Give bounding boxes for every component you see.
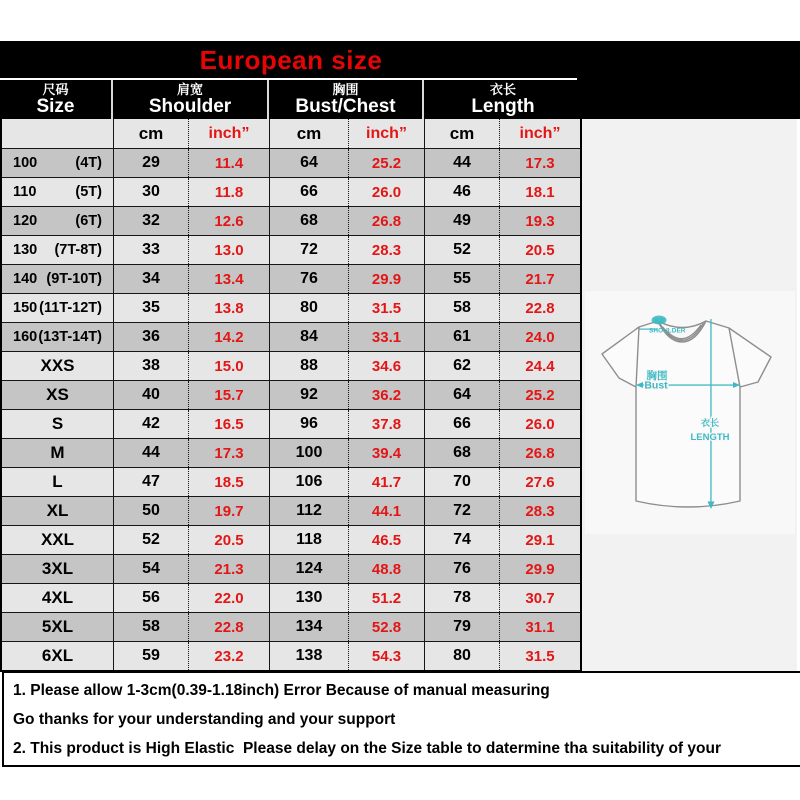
table-row <box>2 148 580 177</box>
size-cell <box>2 236 113 264</box>
tshirt-diagram <box>582 119 797 672</box>
bust-inch-cell: 51.2 <box>348 584 424 612</box>
size-number: 110 <box>13 184 37 200</box>
group-header-shoulder-zh: 肩宽 <box>176 82 203 97</box>
shoulder-cm-cell: 59 <box>113 642 188 670</box>
length-inch-cell: 28.3 <box>499 497 580 525</box>
bust-inch-cell: 28.3 <box>348 236 424 264</box>
group-header-bust-en: Bust/Chest <box>295 96 396 117</box>
shoulder-inch-cell: 13.0 <box>188 236 269 264</box>
bust-inch-cell: 54.3 <box>348 642 424 670</box>
group-header-shoulder <box>111 80 267 119</box>
shoulder-cm-cell: 38 <box>113 352 188 380</box>
shoulder-inch-cell: 22.8 <box>188 613 269 641</box>
page-title: European size <box>199 45 383 75</box>
bust-inch-cell: 34.6 <box>348 352 424 380</box>
size-cell <box>2 323 113 351</box>
length-inch-cell: 26.8 <box>499 439 580 467</box>
length-cm-cell: 74 <box>424 526 499 554</box>
unit-header-cm: cm <box>424 119 499 148</box>
shoulder-inch-cell: 11.8 <box>188 178 269 206</box>
length-cm-cell: 58 <box>424 294 499 322</box>
size-cell: XL <box>46 501 69 520</box>
shoulder-cm-cell: 58 <box>113 613 188 641</box>
length-cm-cell: 61 <box>424 323 499 351</box>
length-inch-cell: 24.4 <box>499 352 580 380</box>
notes-box <box>2 671 800 767</box>
bust-inch-cell: 37.8 <box>348 410 424 438</box>
length-inch-cell: 20.5 <box>499 236 580 264</box>
size-cell: 5XL <box>41 617 74 636</box>
header-band <box>0 41 800 119</box>
unit-header-inch: inch” <box>499 119 580 148</box>
size-cell: XS <box>46 385 69 404</box>
size-age-tag: (7T-8T) <box>54 242 102 258</box>
shoulder-inch-cell: 15.7 <box>188 381 269 409</box>
shoulder-cm-cell: 33 <box>113 236 188 264</box>
length-cm-cell: 46 <box>424 178 499 206</box>
table-row <box>2 438 580 467</box>
size-cell <box>2 265 113 293</box>
bust-inch-cell: 31.5 <box>348 294 424 322</box>
length-inch-cell: 19.3 <box>499 207 580 235</box>
size-cell <box>2 207 113 235</box>
bust-cm-cell: 92 <box>269 381 348 409</box>
size-age-tag: (4T) <box>75 155 102 171</box>
length-inch-cell: 30.7 <box>499 584 580 612</box>
length-cm-cell: 68 <box>424 439 499 467</box>
group-header-length <box>422 80 582 119</box>
length-inch-cell: 18.1 <box>499 178 580 206</box>
group-header-shoulder-en: Shoulder <box>148 96 232 117</box>
bust-cm-cell: 80 <box>269 294 348 322</box>
table-row <box>2 641 580 670</box>
bust-inch-cell: 26.8 <box>348 207 424 235</box>
size-age-tag: (11T-12T) <box>39 300 102 316</box>
bust-inch-cell: 33.1 <box>348 323 424 351</box>
size-cell <box>2 178 113 206</box>
shoulder-cm-cell: 44 <box>113 439 188 467</box>
length-cm-cell: 66 <box>424 410 499 438</box>
length-inch-cell: 29.9 <box>499 555 580 583</box>
bust-cm-cell: 130 <box>269 584 348 612</box>
unit-header-empty <box>2 119 113 148</box>
size-cell: XXS <box>40 356 75 375</box>
bust-cm-cell: 106 <box>269 468 348 496</box>
group-header-size-zh: 尺码 <box>42 82 69 97</box>
shoulder-cm-cell: 36 <box>113 323 188 351</box>
length-inch-cell: 22.8 <box>499 294 580 322</box>
group-header-bust <box>267 80 422 119</box>
bust-inch-cell: 52.8 <box>348 613 424 641</box>
table-row <box>2 525 580 554</box>
shoulder-inch-cell: 13.8 <box>188 294 269 322</box>
shoulder-cm-cell: 54 <box>113 555 188 583</box>
size-cell: S <box>51 414 64 433</box>
bust-cm-cell: 84 <box>269 323 348 351</box>
length-inch-cell: 17.3 <box>499 149 580 177</box>
shoulder-cm-cell: 30 <box>113 178 188 206</box>
size-number: 120 <box>13 213 38 229</box>
shoulder-inch-cell: 22.0 <box>188 584 269 612</box>
size-age-tag: (13T-14T) <box>38 329 102 345</box>
table-row <box>2 235 580 264</box>
size-age-tag: (6T) <box>75 213 102 229</box>
bust-cm-cell: 68 <box>269 207 348 235</box>
length-inch-cell: 31.1 <box>499 613 580 641</box>
size-cell: M <box>50 443 65 462</box>
size-cell: XXL <box>40 530 75 549</box>
size-cell <box>2 294 113 322</box>
size-cell <box>2 149 113 177</box>
length-inch-cell: 31.5 <box>499 642 580 670</box>
length-line <box>710 319 711 505</box>
shoulder-cm-cell: 32 <box>113 207 188 235</box>
bust-cm-cell: 64 <box>269 149 348 177</box>
shoulder-inch-cell: 13.4 <box>188 265 269 293</box>
length-cm-cell: 72 <box>424 497 499 525</box>
length-cm-cell: 78 <box>424 584 499 612</box>
shoulder-inch-cell: 14.2 <box>188 323 269 351</box>
size-number: 140 <box>13 271 38 287</box>
table-row <box>2 554 580 583</box>
unit-header-row <box>2 119 580 148</box>
note-measuring-error: 1. Please allow 1-3cm(0.39-1.18inch) Error Because of manual measuring <box>13 682 550 699</box>
bust-cm-cell: 124 <box>269 555 348 583</box>
size-cell: 4XL <box>41 588 74 607</box>
bust-cm-cell: 118 <box>269 526 348 554</box>
length-label-en: LENGTH <box>690 432 730 443</box>
shoulder-inch-cell: 12.6 <box>188 207 269 235</box>
length-inch-cell: 24.0 <box>499 323 580 351</box>
shoulder-cm-cell: 29 <box>113 149 188 177</box>
shoulder-cm-cell: 35 <box>113 294 188 322</box>
unit-header-cm: cm <box>113 119 188 148</box>
shoulder-cm-cell: 40 <box>113 381 188 409</box>
size-age-tag: (9T-10T) <box>46 271 102 287</box>
bust-cm-cell: 96 <box>269 410 348 438</box>
bust-inch-cell: 44.1 <box>348 497 424 525</box>
table-row <box>2 583 580 612</box>
bust-cm-cell: 100 <box>269 439 348 467</box>
shoulder-cm-cell: 34 <box>113 265 188 293</box>
length-inch-cell: 26.0 <box>499 410 580 438</box>
bust-inch-cell: 29.9 <box>348 265 424 293</box>
size-age-tag: (5T) <box>75 184 102 200</box>
bust-cm-cell: 72 <box>269 236 348 264</box>
length-cm-cell: 76 <box>424 555 499 583</box>
shoulder-inch-cell: 19.7 <box>188 497 269 525</box>
bust-inch-cell: 46.5 <box>348 526 424 554</box>
table-row <box>2 612 580 641</box>
bust-inch-cell: 41.7 <box>348 468 424 496</box>
length-cm-cell: 62 <box>424 352 499 380</box>
length-cm-cell: 79 <box>424 613 499 641</box>
bust-inch-cell: 26.0 <box>348 178 424 206</box>
table-row <box>2 264 580 293</box>
bust-cm-cell: 138 <box>269 642 348 670</box>
length-inch-cell: 27.6 <box>499 468 580 496</box>
bust-cm-cell: 76 <box>269 265 348 293</box>
size-cell: 6XL <box>41 646 74 665</box>
table-row <box>2 322 580 351</box>
shoulder-label-zh: 肩宽 <box>652 319 666 325</box>
size-cell: L <box>52 472 63 491</box>
bust-inch-cell: 36.2 <box>348 381 424 409</box>
table-row <box>2 177 580 206</box>
size-cell: 3XL <box>41 559 74 578</box>
group-header-size <box>0 80 111 119</box>
group-header-bust-zh: 胸围 <box>332 82 359 97</box>
group-header-length-zh: 衣长 <box>489 82 516 97</box>
bust-label-zh: 胸围 <box>646 370 668 382</box>
bust-cm-cell: 134 <box>269 613 348 641</box>
table-row <box>2 206 580 235</box>
size-number: 160 <box>13 329 38 345</box>
table-body <box>2 148 580 670</box>
size-table <box>0 119 582 672</box>
bust-inch-cell: 48.8 <box>348 555 424 583</box>
table-row <box>2 351 580 380</box>
shoulder-inch-cell: 11.4 <box>188 149 269 177</box>
bust-inch-cell: 39.4 <box>348 439 424 467</box>
length-inch-cell: 21.7 <box>499 265 580 293</box>
table-row <box>2 409 580 438</box>
bust-cm-cell: 88 <box>269 352 348 380</box>
group-header-size-en: Size <box>36 96 75 117</box>
shoulder-inch-cell: 17.3 <box>188 439 269 467</box>
shoulder-inch-cell: 23.2 <box>188 642 269 670</box>
unit-header-cm: cm <box>269 119 348 148</box>
shoulder-inch-cell: 21.3 <box>188 555 269 583</box>
length-cm-cell: 44 <box>424 149 499 177</box>
length-label-zh: 衣长 <box>700 418 720 428</box>
length-cm-cell: 70 <box>424 468 499 496</box>
unit-header-inch: inch” <box>188 119 269 148</box>
shoulder-cm-cell: 52 <box>113 526 188 554</box>
table-row <box>2 380 580 409</box>
table-row <box>2 293 580 322</box>
shoulder-inch-cell: 15.0 <box>188 352 269 380</box>
length-cm-cell: 64 <box>424 381 499 409</box>
note-thanks: Go thanks for your understanding and your support <box>13 711 396 728</box>
shoulder-inch-cell: 16.5 <box>188 410 269 438</box>
table-row <box>2 467 580 496</box>
size-number: 100 <box>13 155 38 171</box>
shoulder-label-en: SHOULDER <box>649 327 686 335</box>
shoulder-cm-cell: 42 <box>113 410 188 438</box>
bust-label-en: Bust <box>644 379 668 392</box>
size-number: 130 <box>13 242 38 258</box>
table-row <box>2 496 580 525</box>
unit-header-inch: inch” <box>348 119 424 148</box>
column-group-headers <box>0 80 582 119</box>
length-inch-cell: 29.1 <box>499 526 580 554</box>
shoulder-cm-cell: 50 <box>113 497 188 525</box>
note-high-elastic: 2. This product is High Elastic Please delay on the Size table to datermine tha suitability of your <box>13 740 721 757</box>
shoulder-cm-cell: 56 <box>113 584 188 612</box>
group-header-length-en: Length <box>471 96 535 117</box>
length-cm-cell: 55 <box>424 265 499 293</box>
length-cm-cell: 80 <box>424 642 499 670</box>
bust-inch-cell: 25.2 <box>348 149 424 177</box>
length-cm-cell: 52 <box>424 236 499 264</box>
size-number: 150 <box>13 300 38 316</box>
shoulder-cm-cell: 47 <box>113 468 188 496</box>
length-inch-cell: 25.2 <box>499 381 580 409</box>
length-cm-cell: 49 <box>424 207 499 235</box>
bust-cm-cell: 112 <box>269 497 348 525</box>
shoulder-inch-cell: 20.5 <box>188 526 269 554</box>
bust-cm-cell: 66 <box>269 178 348 206</box>
shoulder-inch-cell: 18.5 <box>188 468 269 496</box>
